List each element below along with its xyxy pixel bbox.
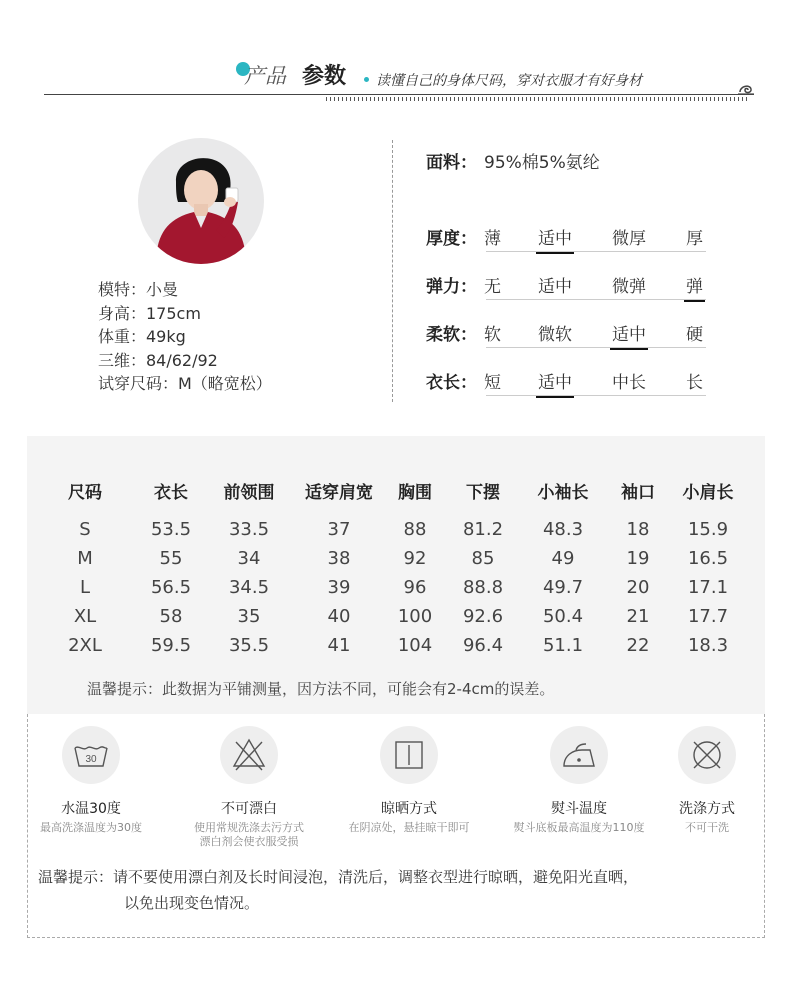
table-size-cell: M [77,548,93,569]
table-cell: 51.1 [542,635,584,656]
care-item-bleach [174,726,324,849]
model-height: 身高：175cm [98,303,201,323]
table-cell: 59.5 [150,635,192,656]
no-dry-clean-icon [678,726,736,784]
table-cell: 92 [403,548,427,569]
table-cell: 34.5 [228,577,270,598]
care-sub: 在阴凉处，悬挂晾干即可 [348,821,470,834]
property-option-selected: 适中 [612,320,646,345]
table-cell: 104 [397,635,433,656]
table-cell: 100 [397,606,433,627]
table-header-cell: 下摆 [466,483,500,503]
table-cell: 53.5 [150,519,192,540]
table-cell: 85 [471,548,495,569]
model-measurements: 三维：84/62/92 [98,350,218,370]
line-dry-shade-icon [380,726,438,784]
fabric-label: 面料： [426,153,477,173]
swirl-icon [738,82,754,100]
table-cell: 88.8 [462,577,504,598]
care-item-wash [16,726,166,835]
care-sub: 最高洗涤温度为30度 [40,821,142,834]
table-header-cell: 尺码 [68,483,102,503]
property-option: 软 [484,325,501,345]
care-note [38,864,638,916]
table-cell: 49.7 [542,577,584,598]
header-hatch [326,97,750,101]
property-label: 衣长： [426,373,477,393]
property-label: 弹力： [426,277,477,297]
care-title: 晾晒方式 [381,801,437,817]
table-cell: 35.5 [228,635,270,656]
model-name: 模特：小曼 [98,280,179,299]
property-label: 柔软： [426,325,477,345]
table-size-cell: S [79,519,91,540]
table-cell: 55 [159,548,183,569]
table-header-cell: 衣长 [154,483,188,503]
wash-temp-label: 30 [85,754,97,765]
table-cell: 33.5 [228,519,270,540]
care-title: 洗涤方式 [679,801,735,817]
care-sub: 漂白剂会使衣服受损 [199,835,299,848]
care-title: 不可漂白 [221,801,277,817]
property-label: 厚度： [426,229,477,249]
table-header-cell: 袖口 [621,483,655,503]
table-header-cell: 适穿肩宽 [305,483,373,503]
table-cell: 41 [327,635,351,656]
wash-30-icon [62,726,120,784]
table-cell: 22 [626,635,650,656]
table-cell: 16.5 [687,548,729,569]
table-cell: 50.4 [542,606,584,627]
table-header-cell: 小肩长 [682,483,734,503]
table-cell: 88 [403,519,427,540]
fabric-value: 95%棉5%氨纶 [484,153,600,173]
care-sub: 使用常规洗涤去污方式 [194,821,304,834]
table-cell: 18.3 [687,635,729,656]
property-option-selected: 适中 [538,368,572,393]
property-option: 薄 [484,229,501,249]
property-option: 适中 [538,277,572,297]
vertical-divider [392,140,393,402]
property-option: 短 [484,373,501,393]
property-baseline [486,299,706,300]
table-cell: 96.4 [462,635,504,656]
table-cell: 19 [626,548,650,569]
property-baseline [486,347,706,348]
table-cell: 35 [237,606,261,627]
care-note-line1: 温馨提示：请不要使用漂白剂及长时间浸泡，清洗后，调整衣型进行晾晒，避免阳光直晒， [38,868,639,886]
table-size-cell: XL [73,606,97,627]
section-header [0,52,790,102]
table-cell: 56.5 [150,577,192,598]
property-option: 微软 [538,325,572,345]
property-option: 微弹 [612,277,646,297]
table-cell: 58 [159,606,183,627]
header-title-light: 产品 [244,64,286,88]
table-cell: 17.1 [687,577,729,598]
table-cell: 38 [327,548,351,569]
table-cell: 20 [626,577,650,598]
table-cell: 15.9 [687,519,729,540]
property-option-selected: 弹 [686,272,703,297]
size-note: 温馨提示：此数据为平铺测量，因方法不同，可能会有2-4cm的误差。 [87,680,555,698]
property-baseline [486,395,706,396]
model-try-size: 试穿尺码：M（略宽松） [98,374,272,393]
property-option: 无 [484,277,501,297]
header-rule [44,94,754,95]
model-weight: 体重：49kg [98,327,186,346]
care-sub: 不可干洗 [685,821,729,834]
iron-low-icon [550,726,608,784]
table-header-cell: 小袖长 [537,483,589,503]
property-option-selected: 适中 [538,224,572,249]
table-cell: 37 [327,519,351,540]
table-cell: 39 [327,577,351,598]
table-cell: 96 [403,577,427,598]
table-cell: 21 [626,606,650,627]
care-panel [27,714,765,938]
care-title: 熨斗温度 [551,801,607,817]
property-baseline [486,251,706,252]
property-option: 长 [686,373,703,393]
table-size-cell: L [79,577,91,598]
table-cell: 49 [551,548,575,569]
property-option: 厚 [686,229,703,249]
care-note-line2: 以免出现变色情况。 [124,894,260,912]
property-option: 硬 [686,325,703,345]
separator-dot [364,77,369,82]
table-cell: 40 [327,606,351,627]
table-header-cell: 前领围 [223,483,275,503]
table-cell: 34 [237,548,261,569]
table-cell: 18 [626,519,650,540]
table-cell: 48.3 [542,519,584,540]
table-cell: 81.2 [462,519,504,540]
property-option: 微厚 [612,229,646,249]
care-sub: 熨斗底板最高温度为110度 [513,821,645,834]
care-title: 水温30度 [61,801,121,817]
header-title-bold: 参数 [302,64,347,89]
header-subtitle: 读懂自己的身体尺码，穿对衣服才有好身材 [376,73,642,89]
property-option: 中长 [612,373,646,393]
care-item-dry [334,726,484,835]
no-bleach-icon [220,726,278,784]
model-avatar [138,138,264,264]
table-cell: 17.7 [687,606,729,627]
size-table-panel [27,436,765,714]
table-cell: 92.6 [462,606,504,627]
care-item-dry-clean [632,726,782,835]
model-info [98,278,272,396]
table-size-cell: 2XL [68,635,102,656]
table-header-cell: 胸围 [398,483,432,503]
